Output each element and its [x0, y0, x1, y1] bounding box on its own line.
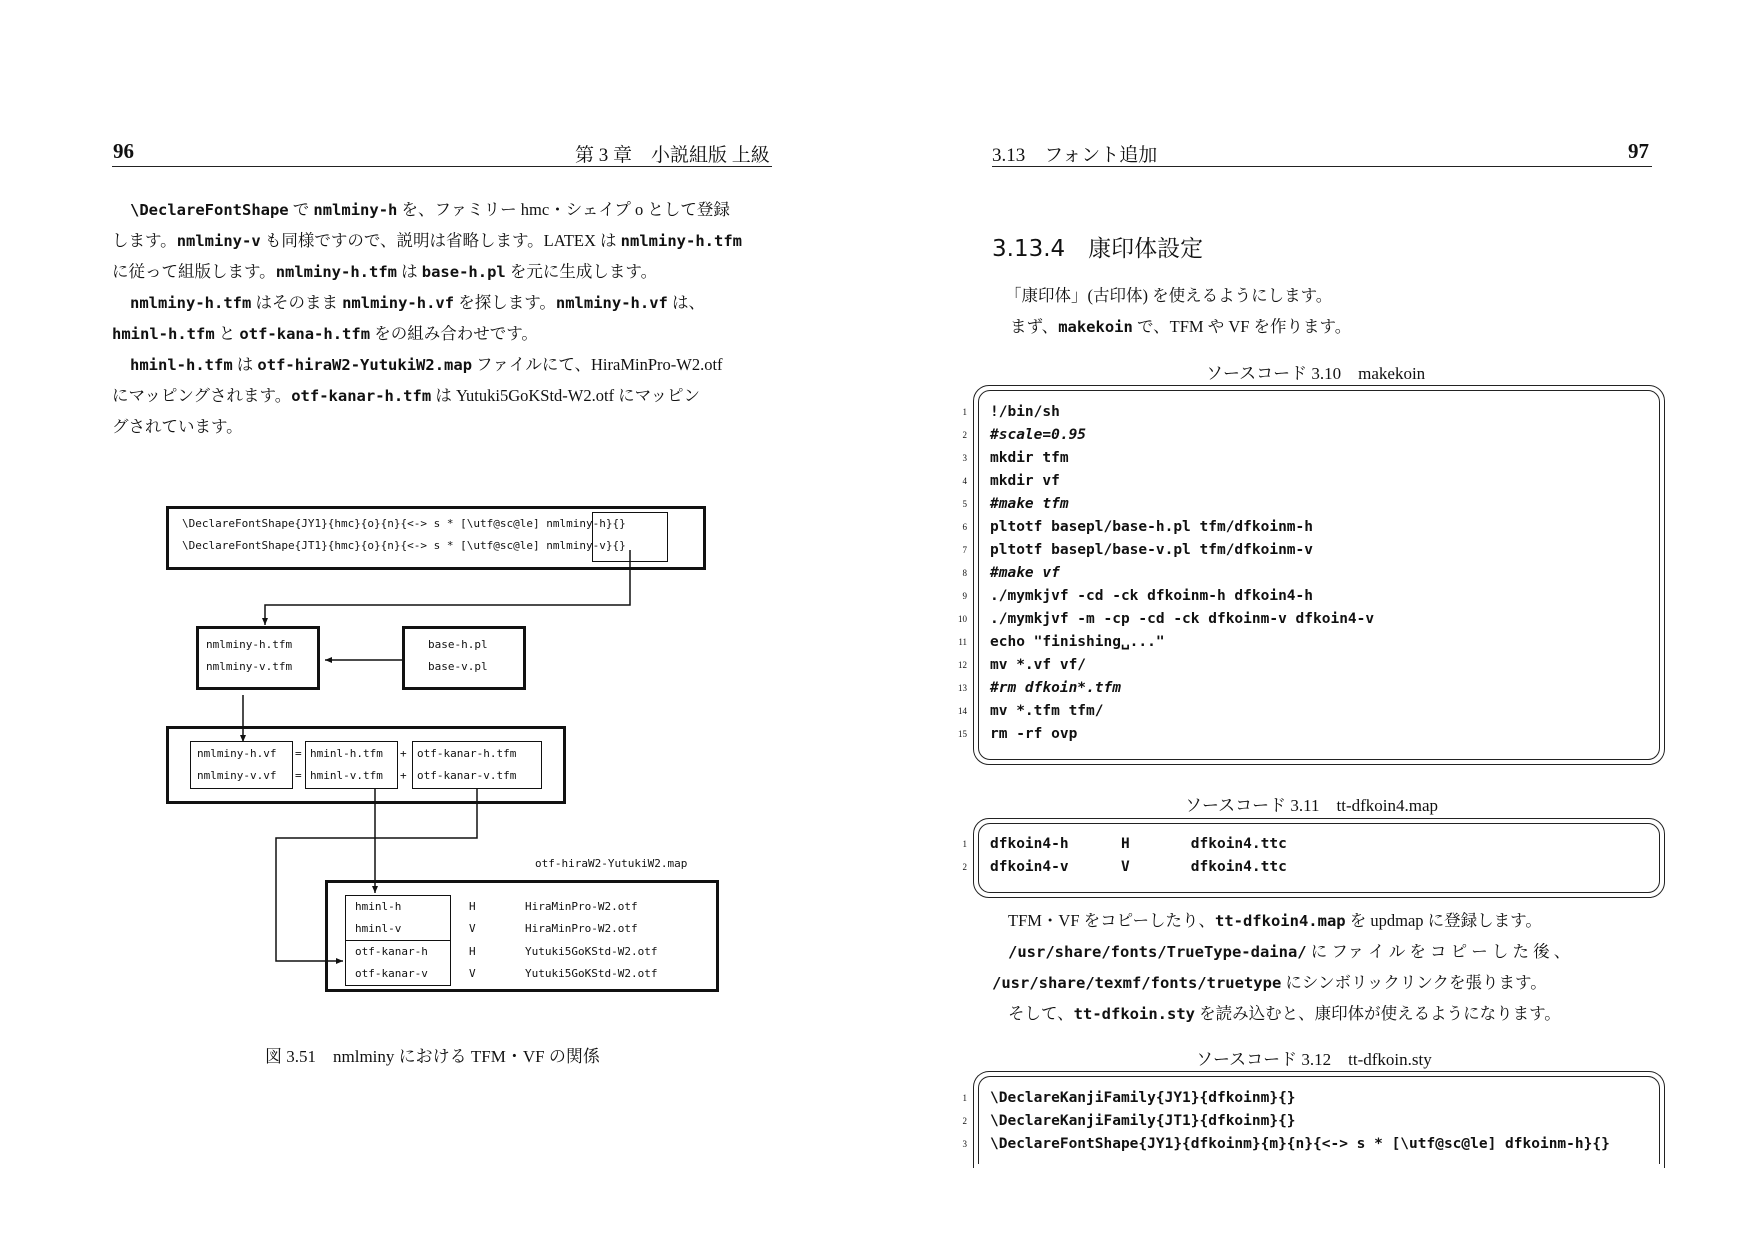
- code-line: #scale=0.95: [990, 427, 1087, 443]
- right-para-line-2: /usr/share/fonts/TrueType-daina/ に ファ イ ル を コ ピ ー し た 後 、: [1008, 942, 1571, 961]
- code-line: mkdir vf: [990, 473, 1060, 489]
- right-header-rule: [992, 166, 1652, 167]
- line-number: 12: [958, 660, 967, 670]
- declare-line-2: \DeclareFontShape{JT1}{hmc}{o}{n}{<-> s * [\utf@sc@le] nmlminy-v}{}: [182, 539, 626, 552]
- line-number: 3: [962, 1139, 967, 1149]
- line-number: 14: [958, 706, 967, 716]
- right-para-line-3: /usr/share/texmf/fonts/truetype にシンボリックリンクを張ります。: [992, 973, 1547, 992]
- code-line: mv *.vf vf/: [990, 657, 1087, 673]
- code-line: mkdir tfm: [990, 450, 1069, 466]
- map-row-3-name: otf-kanar-h: [355, 945, 428, 958]
- listing-3-11-code: [990, 833, 1287, 879]
- line-number: 3: [962, 453, 967, 463]
- nmlminy-v-vf-label: nmlminy-v.vf: [197, 769, 277, 782]
- left-paragraph-2-line-1: nmlminy-h.tfm はそのまま nmlminy-h.vf を探します。nmlminy-h.vf は、: [130, 293, 705, 312]
- code-line: !/bin/sh: [990, 404, 1060, 420]
- declare-line-1: \DeclareFontShape{JY1}{hmc}{o}{n}{<-> s * [\utf@sc@le] nmlminy-h}{}: [182, 517, 626, 530]
- line-number: 2: [962, 430, 967, 440]
- left-running-head: 第 3 章 小説組版 上級: [575, 145, 770, 166]
- latex-logo: LATEX: [543, 231, 596, 250]
- line-number: 8: [962, 568, 967, 578]
- line-number: 9: [962, 591, 967, 601]
- otf-kanar-v-tfm-label: otf-kanar-v.tfm: [417, 769, 517, 782]
- code-line: ./mymkjvf -cd -ck dfkoinm-h dfkoin4-h: [990, 588, 1314, 604]
- left-paragraph-1-line-1: \DeclareFontShape で nmlminy-h を、ファミリー hmc・シェイプ o として登録: [130, 200, 730, 219]
- code-line: mv *.tfm tfm/: [990, 703, 1104, 719]
- figure-caption: 図 3.51 nmlminy における TFM・VF の関係: [265, 1047, 600, 1066]
- map-row-3-dir: H: [469, 945, 476, 958]
- base-v-pl-label: base-v.pl: [428, 660, 488, 673]
- code-line: #rm dfkoin*.tfm: [990, 680, 1121, 696]
- left-page-number: 96: [113, 139, 134, 163]
- code-line: rm -rf ovp: [990, 726, 1078, 742]
- line-number: 2: [962, 862, 967, 872]
- right-para-line-1: TFM・VF をコピーしたり、tt-dfkoin4.map を updmap に登録します。: [1008, 911, 1542, 930]
- map-row-3-font: Yutuki5GoKStd-W2.otf: [525, 945, 658, 958]
- right-intro-line-2: まず、makekoin で、TFM や VF を作ります。: [1010, 317, 1352, 336]
- map-row-2-font: HiraMinPro-W2.otf: [525, 922, 638, 935]
- map-row-4-dir: V: [469, 967, 476, 980]
- listing-3-12-code: [990, 1087, 1610, 1156]
- listing-3-11-caption: ソースコード 3.11 tt-dfkoin4.map: [1185, 796, 1439, 815]
- plus-sign-2: +: [400, 769, 407, 782]
- line-number: 7: [962, 545, 967, 555]
- line-number: 1: [962, 407, 967, 417]
- line-number: 1: [962, 1093, 967, 1103]
- code-line: \DeclareFontShape{JY1}{dfkoinm}{m}{n}{<-> s * [\utf@sc@le] dfkoinm-h}{}: [990, 1136, 1610, 1152]
- right-running-head: 3.13 フォント追加: [992, 145, 1158, 166]
- line-number: 11: [958, 637, 967, 647]
- listing-3-10-caption: ソースコード 3.10 makekoin: [1206, 364, 1426, 383]
- line-number: 2: [962, 1116, 967, 1126]
- equals-sign-1: =: [295, 747, 302, 760]
- right-para-line-4: そして、tt-dfkoin.sty を読み込むと、康印体が使えるようになります。: [1008, 1004, 1561, 1023]
- left-paragraph-1-line-2: します。nmlminy-v も同様ですので、説明は省略します。LATEX は nmlminy-h.tfm: [112, 231, 742, 250]
- map-row-4-font: Yutuki5GoKStd-W2.otf: [525, 967, 658, 980]
- hminl-h-tfm-label: hminl-h.tfm: [310, 747, 383, 760]
- listing-3-11-line-numbers: [953, 833, 967, 879]
- code-line: pltotf basepl/base-h.pl tfm/dfkoinm-h: [990, 519, 1314, 535]
- otf-kanar-h-tfm-label: otf-kanar-h.tfm: [417, 747, 517, 760]
- code-line: dfkoin4-h H dfkoin4.ttc: [990, 836, 1287, 852]
- nmlminy-h-vf-label: nmlminy-h.vf: [197, 747, 277, 760]
- code-line: dfkoin4-v V dfkoin4.ttc: [990, 859, 1287, 875]
- left-paragraph-1-line-3: に従って組版します。nmlminy-h.tfm は base-h.pl を元に生成します。: [112, 262, 658, 281]
- listing-3-10-line-numbers: [953, 401, 967, 746]
- line-number: 4: [962, 476, 967, 486]
- plus-sign-1: +: [400, 747, 407, 760]
- line-number: 10: [958, 614, 967, 624]
- equals-sign-2: =: [295, 769, 302, 782]
- map-row-1-name: hminl-h: [355, 900, 402, 913]
- code-line: echo "finishing␣...": [990, 634, 1165, 650]
- line-number: 1: [962, 839, 967, 849]
- code-line: \DeclareKanjiFamily{JT1}{dfkoinm}{}: [990, 1113, 1296, 1129]
- code-line: \DeclareKanjiFamily{JY1}{dfkoinm}{}: [990, 1090, 1296, 1106]
- map-file-label: otf-hiraW2-YutukiW2.map: [535, 857, 688, 870]
- line-number: 6: [962, 522, 967, 532]
- line-number: 5: [962, 499, 967, 509]
- line-number: 15: [958, 729, 967, 739]
- code-line: #make tfm: [990, 496, 1069, 512]
- map-row-4-name: otf-kanar-v: [355, 967, 428, 980]
- code-line: pltotf basepl/base-v.pl tfm/dfkoinm-v: [990, 542, 1314, 558]
- map-row-2-dir: V: [469, 922, 476, 935]
- line-number: 13: [958, 683, 967, 693]
- left-paragraph-3-line-1: hminl-h.tfm は otf-hiraW2-YutukiW2.map ファイルにて、HiraMinPro-W2.otf: [130, 355, 723, 374]
- map-row-1-font: HiraMinPro-W2.otf: [525, 900, 638, 913]
- map-row-2-name: hminl-v: [355, 922, 402, 935]
- map-row-1-dir: H: [469, 900, 476, 913]
- nmlminy-h-tfm-label: nmlminy-h.tfm: [206, 638, 293, 651]
- code-line: ./mymkjvf -m -cp -cd -ck dfkoinm-v dfkoin4-v: [990, 611, 1375, 627]
- left-paragraph-2-line-2: hminl-h.tfm と otf-kana-h.tfm をの組み合わせです。: [112, 324, 538, 343]
- listing-3-10-code: [990, 401, 1374, 746]
- code-line: #make vf: [990, 565, 1060, 581]
- listing-3-12-line-numbers: [953, 1087, 967, 1156]
- right-intro-line-1: 「康印体」(古印体) を使えるようにします。: [1005, 286, 1333, 305]
- nmlminy-v-tfm-label: nmlminy-v.tfm: [206, 660, 293, 673]
- left-paragraph-3-line-2: にマッピングされます。otf-kanar-h.tfm は Yutuki5GoKStd-W2.otf にマッピン: [112, 386, 701, 405]
- listing-3-12-caption: ソースコード 3.12 tt-dfkoin.sty: [1196, 1050, 1432, 1069]
- right-page-number: 97: [1628, 139, 1649, 163]
- left-paragraph-3-line-3: グされています。: [112, 417, 243, 436]
- section-title: 3.13.4 康印体設定: [992, 236, 1204, 262]
- base-h-pl-label: base-h.pl: [428, 638, 488, 651]
- hminl-v-tfm-label: hminl-v.tfm: [310, 769, 383, 782]
